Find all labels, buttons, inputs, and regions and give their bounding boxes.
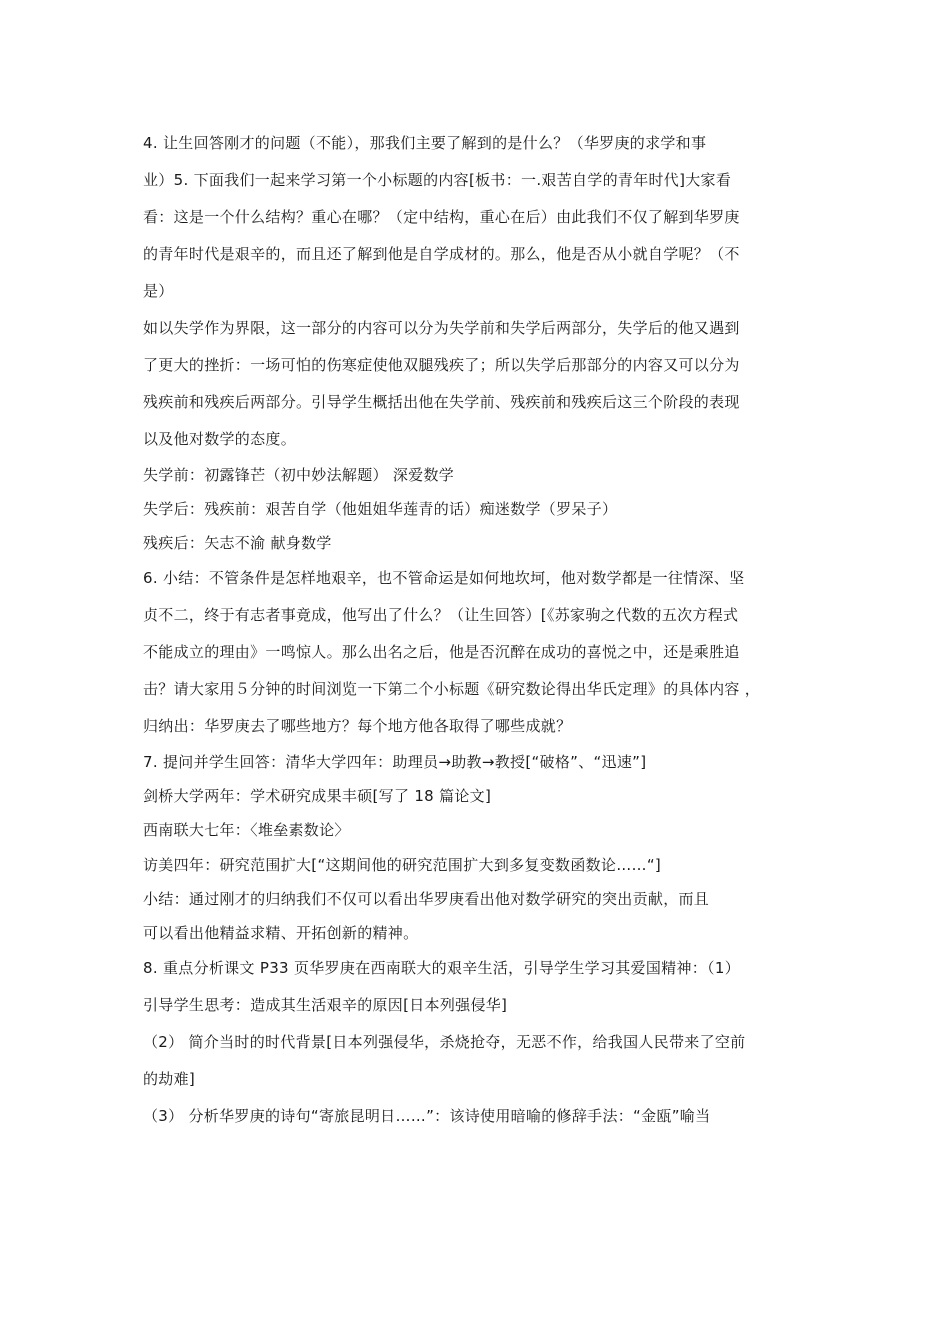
text-line: 剑桥大学两年：学术研究成果丰硕[写了 18 篇论文] xyxy=(143,787,492,805)
text-line: 贞不二，终于有志者事竟成，他写出了什么？（让生回答）[《苏家驹之代数的五次方程式 xyxy=(143,606,739,624)
text-line: 失学前：初露锋芒（初中妙法解题） 深爱数学 xyxy=(143,466,455,484)
text-line: 8. 重点分析课文 P33 页华罗庚在西南联大的艰辛生活，引导学生学习其爱国精神：（1） xyxy=(143,959,740,977)
text-line: 不能成立的理由》一鸣惊人。那么出名之后，他是否沉醉在成功的喜悦之中，还是乘胜追 xyxy=(143,643,740,661)
text-line: 业）5. 下面我们一起来学习第一个小标题的内容[板书：一.艰苦自学的青年时代]大家看 xyxy=(143,171,732,189)
text-line: 可以看出他精益求精、开拓创新的精神。 xyxy=(143,924,419,942)
text-line: 看：这是一个什么结构？重心在哪？（定中结构，重心在后）由此我们不仅了解到华罗庚 xyxy=(143,208,740,226)
text-line: 西南联大七年：〈堆垒素数论〉 xyxy=(143,821,350,839)
text-line: 残疾后：矢志不渝 献身数学 xyxy=(143,534,332,552)
text-line: 了更大的挫折：一场可怕的伤寒症使他双腿残疾了；所以失学后那部分的内容又可以分为 xyxy=(143,356,740,374)
text-line: 的青年时代是艰辛的，而且还了解到他是自学成材的。那么，他是否从小就自学呢？（不 xyxy=(143,245,740,263)
text-line: 如以失学作为界限，这一部分的内容可以分为失学前和失学后两部分，失学后的他又遇到 xyxy=(143,319,740,337)
text-line: （2） 简介当时的时代背景[日本列强侵华，杀烧抢夺，无恶不作，给我国人民带来了空前 xyxy=(143,1033,746,1051)
text-line: 访美四年：研究范围扩大[“这期间他的研究范围扩大到多复变数函数论……“] xyxy=(143,856,662,874)
text-line: 引导学生思考：造成其生活艰辛的原因[日本列强侵华] xyxy=(143,996,508,1014)
text-line: 7. 提问并学生回答：清华大学四年：助理员→助教→教授[“破格”、“迅速”] xyxy=(143,753,647,771)
text-line: 残疾前和残疾后两部分。引导学生概括出他在失学前、残疾前和残疾后这三个阶段的表现 xyxy=(143,393,740,411)
text-line: （3） 分析华罗庚的诗句“寄旅昆明日……”：该诗使用暗喻的修辞手法：“金瓯”喻当 xyxy=(143,1107,711,1125)
text-line: 失学后：残疾前：艰苦自学（他姐姐华莲青的话）痴迷数学（罗呆子） xyxy=(143,500,618,518)
text-line: 归纳出：华罗庚去了哪些地方？每个地方他各取得了哪些成就？ xyxy=(143,717,572,735)
text-line: 的劫难] xyxy=(143,1070,196,1088)
text-line: 小结：通过刚才的归纳我们不仅可以看出华罗庚看出他对数学研究的突出贡献，而且 xyxy=(143,890,710,908)
text-line: 以及他对数学的态度。 xyxy=(143,430,297,448)
text-line: 4. 让生回答刚才的问题（不能），那我们主要了解到的是什么？（华罗庚的求学和事 xyxy=(143,134,707,152)
text-line: 击？请大家用５分钟的时间浏览一下第二个小标题《研究数论得出华氏定理》的具体内容 ， xyxy=(143,680,761,698)
text-line: 是） xyxy=(143,282,174,300)
text-line: 6. 小结：不管条件是怎样地艰辛，也不管命运是如何地坎坷，他对数学都是一往情深、坚 xyxy=(143,569,745,587)
